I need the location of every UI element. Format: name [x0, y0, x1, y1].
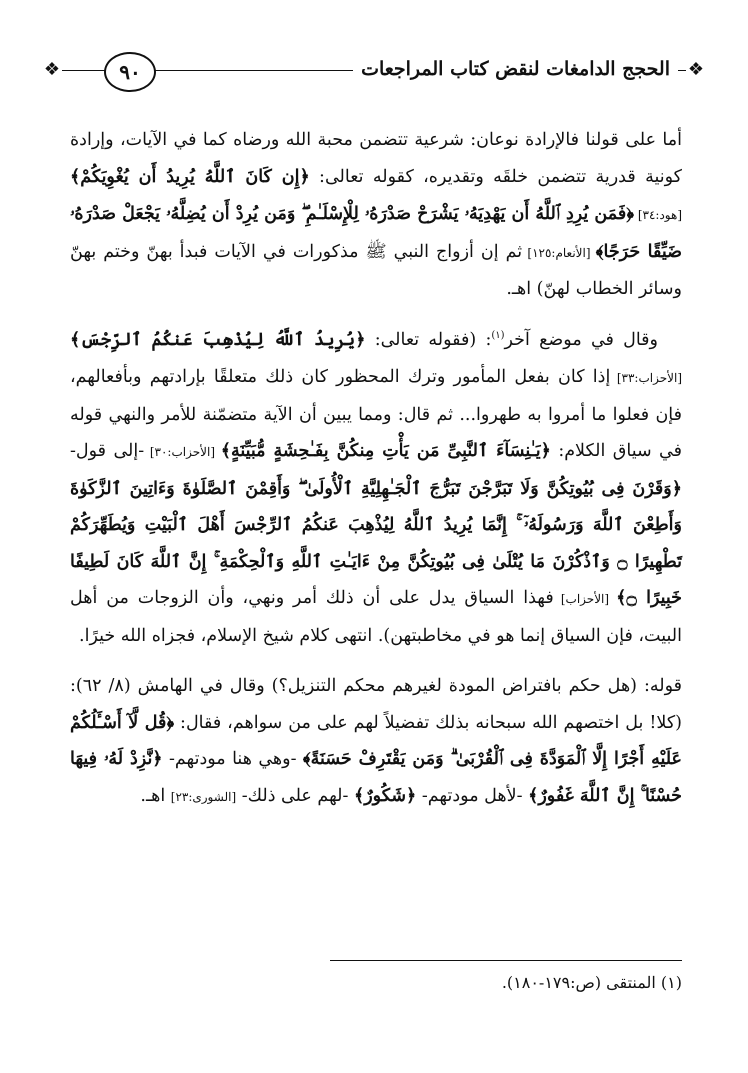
- verse-reference: [الأنعام:١٢٥]: [522, 245, 596, 260]
- ornament-left-icon: ❖: [43, 59, 61, 80]
- verse-reference: [الأحزاب:٣٣]: [610, 371, 682, 385]
- text-run: -وهي هنا مودتهم-: [162, 749, 303, 769]
- text-run: : (فقوله تعالى:: [365, 329, 492, 350]
- quran-verse: ﴿يُرِيدُ ٱللَّهُ لِيُذْهِبَ عَنكُمُ ٱلرِّجْسَ﴾: [70, 329, 366, 350]
- body-text: [70, 122, 682, 829]
- verse-reference: [الأحزاب]: [553, 592, 617, 606]
- quran-verse: ﴿يَـٰنِسَآءَ ٱلنَّبِىِّ مَن يَأْتِ مِنكُنَّ بِفَـٰحِشَةٍ مُّبَيِّنَةٍ﴾: [220, 441, 551, 461]
- text-run: ثم إن أزواج النبي ﷺ مذكورات في الآيات فبدأ بهنّ وختم بهنّ وسائر الخطاب لهنّ) اهـ.: [70, 241, 682, 299]
- footnote-separator: [330, 960, 682, 961]
- page-header: [40, 52, 708, 92]
- text-run: -إلى قول-: [70, 441, 145, 461]
- verse-reference: [الشورى:٢٣]: [170, 789, 237, 804]
- running-title: الحجج الدامغات لنقض كتاب المراجعات: [353, 54, 678, 84]
- quran-verse: ﴿قُل لَّآ أَسْـَٔلُكُمْ عَلَيْهِ أَجْرًا إِلَّا ٱلْمَوَدَّةَ فِى ٱلْقُرْبَىٰ ۗ وَمَن يَقْتَرِفْ حَسَنَةً﴾: [70, 712, 682, 769]
- text-run: وقال في موضع آخر: [504, 329, 659, 350]
- footnote: (١) المنتقى (ص:١٧٩-١٨٠).: [501, 973, 682, 992]
- paragraph-3: [70, 668, 682, 815]
- text-run: -لهم على ذلك-: [236, 785, 354, 806]
- quran-verse: ﴿شَكُورٌ﴾: [353, 785, 417, 806]
- ornament-right-icon: ❖: [687, 59, 705, 80]
- paragraph-1: [70, 122, 682, 308]
- text-run: قوله: (هل حكم بافتراض المودة لغيرهم محكم التنزيل؟) وقال في الهامش (٨/ ٦٢): (كلا! بل اختصهم الله سبحانه بذلك تفضيلاً لهم على من سواهم، فقال:: [70, 676, 682, 733]
- paragraph-2: [70, 322, 682, 655]
- text-run: أما على قولنا فالإرادة نوعان: شرعية تتضمن محبة الله ورضاه كما في الآيات، وإرادة كونية قدرية تتضمن خلقَه وتقديره، كقوله تعالى:: [70, 130, 682, 187]
- text-run: اهـ.: [140, 785, 171, 806]
- text-run: فهذا السياق يدل على أن ذلك أمر ونهي، وأن الزوجات من أهل البيت، فإن السياق إنما هو في مخاطبتهن). انتهى كلام شيخ الإسلام، فجزاه الله خيرًا.: [70, 588, 682, 646]
- page-number: ٩٠: [104, 52, 156, 92]
- text-run: -لأهل مودتهم-: [416, 785, 529, 806]
- quran-verse: ﴿إِن كَانَ ٱللَّهُ يُرِيدُ أَن يُغْوِيَكُمْ﴾: [70, 166, 310, 187]
- verse-reference: [الأحزاب:٣٠]: [144, 445, 221, 459]
- quran-verse: ﴿وَقَرْنَ فِى بُيُوتِكُنَّ وَلَا تَبَرَّجْنَ تَبَرُّجَ ٱلْجَـٰهِلِيَّةِ ٱلْأُولَىٰ ۖ وَأَقِمْنَ ٱلصَّلَوٰةَ وَءَاتِينَ ٱلزَّكَوٰةَ وَأَطِعْنَ ٱللَّهَ وَرَسُولَهُۥٓ ۚ إِنَّمَا يُرِيدُ ٱللَّهُ لِيُذْهِبَ عَنكُمُ ٱلرِّجْسَ أَهْلَ ٱلْبَيْتِ وَيُطَهِّرَكُمْ تَطْهِيرًا ۝ وَٱذْكُرْنَ مَا يُتْلَىٰ فِى بُيُوتِكُنَّ مِنْ ءَايَـٰتِ ٱللَّهِ وَٱلْحِكْمَةِ ۚ إِنَّ ٱللَّهَ كَانَ لَطِيفًا خَبِيرًا ۝﴾: [70, 478, 682, 608]
- quran-verse: ﴿نَّزِدْ لَهُۥ فِيهَا حُسْنًا ۚ إِنَّ ٱللَّهَ غَفُورٌ﴾: [70, 749, 682, 806]
- quran-verse: ﴿فَمَن يُرِدِ ٱللَّهُ أَن يَهْدِيَهُۥ يَشْرَحْ صَدْرَهُۥ لِلْإِسْلَـٰمِ ۖ وَمَن يُرِدْ أَن يُضِلَّهُۥ يَجْعَلْ صَدْرَهُۥ ضَيِّقًا حَرَجًا﴾: [70, 204, 683, 262]
- verse-reference: [هود:٣٤]: [633, 208, 683, 222]
- footnote-marker: (١): [491, 329, 505, 341]
- text-run: إذا كان بفعل المأمور وترك المحظور كان ذلك متعلقًا بإرادتهم وبأفعالهم، فإن فعلوا ما أمروا به طهروا... ثم قال: ومما يبين أن الآية متضمّنة للأمر والنهي قوله في سياق الكلام:: [70, 367, 683, 461]
